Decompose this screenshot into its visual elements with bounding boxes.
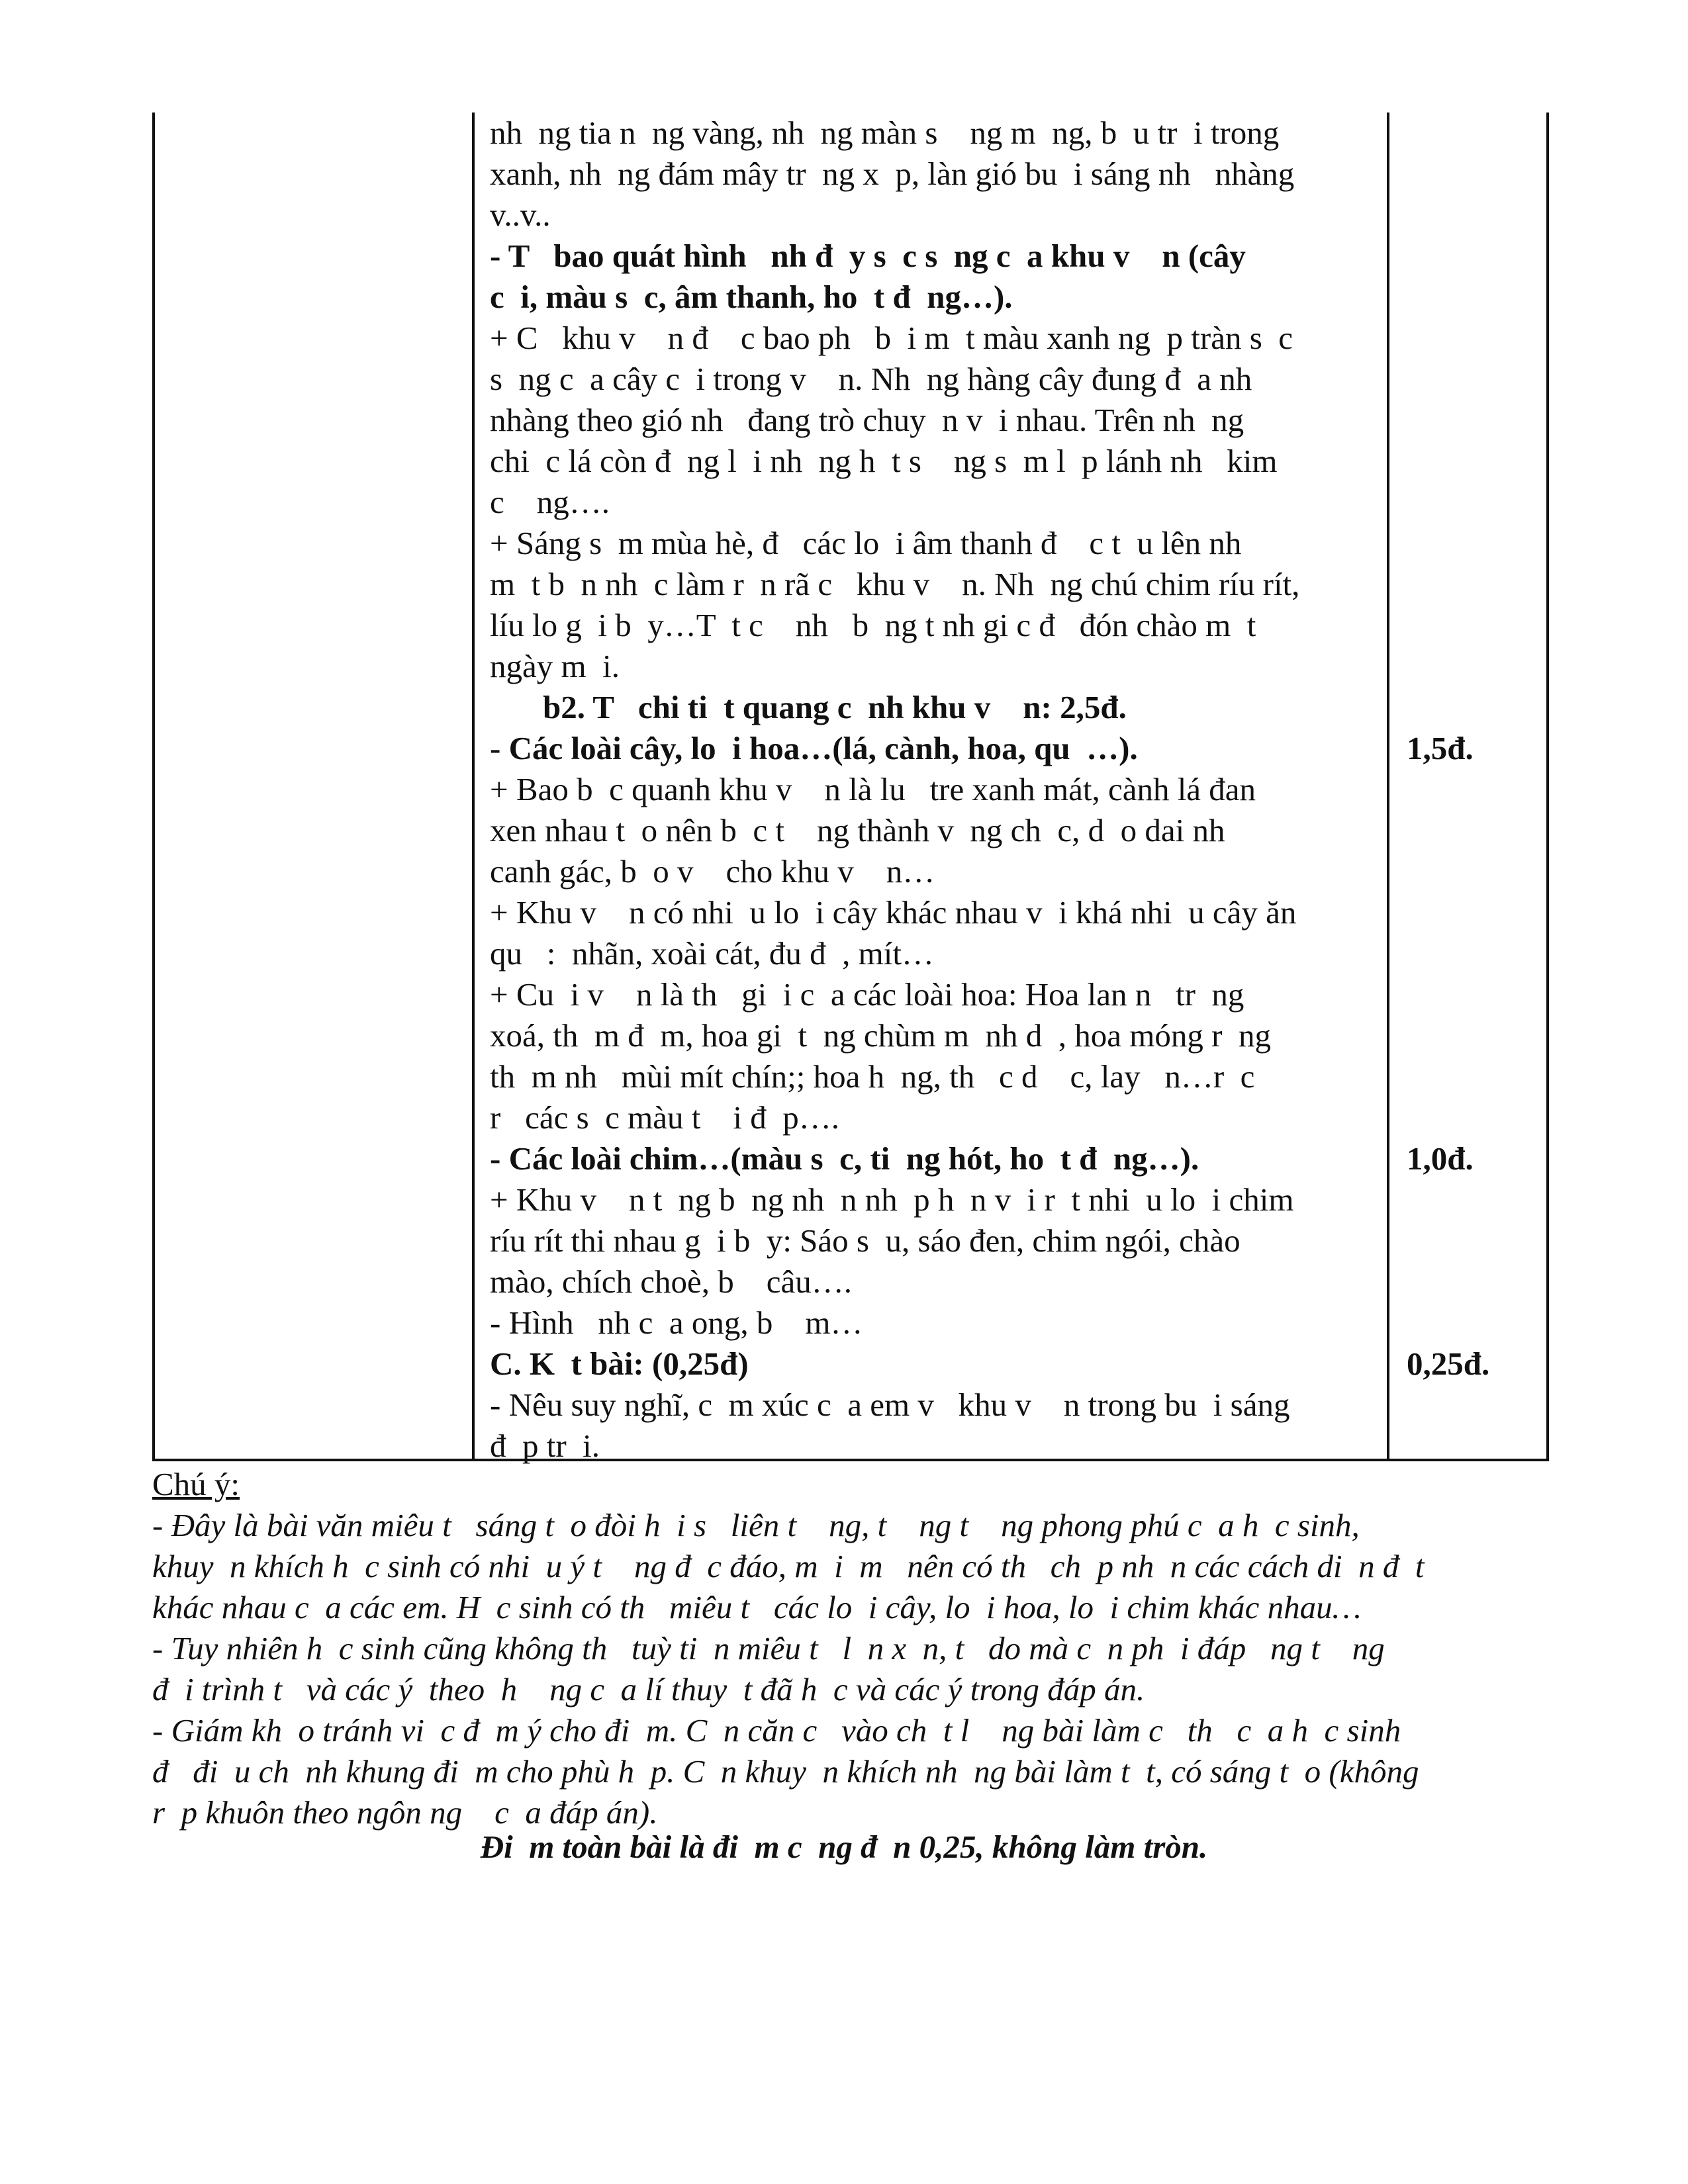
score-label: 0,25đ. xyxy=(1407,1345,1490,1382)
table-line: canh gác, b o v cho khu v n… xyxy=(490,853,935,889)
table-line: th m nh mùi mít chín;; hoa h ng, th c d c, lay n…r c xyxy=(490,1058,1255,1095)
table-line: + Khu v n t ng b ng nh n nh p h n v i r t nhi u lo i chim xyxy=(490,1181,1294,1218)
note-line: đ đi u ch nh khung đi m cho phù h p. C n khuy n khích nh ng bài làm t t, có sáng t o (không xyxy=(152,1753,1419,1790)
note-line: - Đây là bài văn miêu t sáng t o đòi h i s liên t ng, t ng t ng phong phú c a h c sinh, xyxy=(152,1507,1360,1543)
score-label: 1,5đ. xyxy=(1407,730,1474,766)
table-line: xen nhau t o nên b c t ng thành v ng ch c, d o dai nh xyxy=(490,812,1225,848)
answer-content-column xyxy=(490,113,1380,1467)
table-line: mào, chích choè, b câu…. xyxy=(490,1263,852,1300)
table-line: c ng…. xyxy=(490,484,610,520)
table-line: xanh, nh ng đám mây tr ng x p, làn gió bu i sáng nh nhàng xyxy=(490,156,1295,192)
score-label: 1,0đ. xyxy=(1407,1140,1474,1177)
table-line: chi c lá còn đ ng l i nh ng h t s ng s m l p lánh nh kim xyxy=(490,443,1278,479)
table-line: r các s c màu t i đ p…. xyxy=(490,1099,839,1136)
table-line: m t b n nh c làm r n rã c khu v n. Nh ng chú chim ríu rít, xyxy=(490,566,1300,602)
note-line: khác nhau c a các em. H c sinh có th miêu t các lo i cây, lo i hoa, lo i chim khác nhau… xyxy=(152,1589,1362,1625)
note-line: - Tuy nhiên h c sinh cũng không th tuỳ ti n miêu t l n x n, t do mà c n ph i đáp ng t ng xyxy=(152,1630,1385,1666)
table-column-divider-1 xyxy=(472,113,475,1461)
notes-body xyxy=(152,1505,1556,1833)
note-line: r p khuôn theo ngôn ng c a đáp án). xyxy=(152,1794,658,1831)
table-line: ríu rít thi nhau g i b y: Sáo s u, sáo đen, chim ngói, chào xyxy=(490,1222,1241,1259)
table-line: b2. T chi ti t quang c nh khu v n: 2,5đ. xyxy=(543,689,1127,725)
table-line: C. K t bài: (0,25đ) xyxy=(490,1345,749,1382)
final-scoring-note: Đi m toàn bài là đi m c ng đ n 0,25, không làm tròn. xyxy=(480,1829,1208,1865)
table-line: đ p tr i. xyxy=(490,1428,600,1464)
table-line: - Nêu suy nghĩ, c m xúc c a em v khu v n trong bu i sáng xyxy=(490,1387,1290,1423)
table-line: - Các loài chim…(màu s c, ti ng hót, ho t đ ng…). xyxy=(490,1140,1199,1177)
table-column-divider-2 xyxy=(1387,113,1389,1461)
table-line: + Sáng s m mùa hè, đ các lo i âm thanh đ c t u lên nh xyxy=(490,525,1242,561)
table-border-left xyxy=(152,113,155,1461)
table-line: - Hình nh c a ong, b m… xyxy=(490,1304,863,1341)
table-line: nhàng theo gió nh đang trò chuy n v i nhau. Trên nh ng xyxy=(490,402,1244,438)
table-line: + C khu v n đ c bao ph b i m t màu xanh ng p tràn s c xyxy=(490,320,1293,356)
table-line: ngày m i. xyxy=(490,648,620,684)
table-line: qu : nhãn, xoài cát, đu đ , mít… xyxy=(490,935,934,972)
table-line: nh ng tia n ng vàng, nh ng màn s ng m ng, b u tr i trong xyxy=(490,114,1280,151)
notes-title: Chú ý: xyxy=(152,1466,240,1502)
table-line: s ng c a cây c i trong v n. Nh ng hàng cây đung đ a nh xyxy=(490,361,1252,397)
table-line: - T bao quát hình nh đ y s c s ng c a khu v n (cây xyxy=(490,238,1246,274)
table-line: - Các loài cây, lo i hoa…(lá, cành, hoa, qu …). xyxy=(490,730,1138,766)
notes-section xyxy=(152,1464,1556,1833)
table-line: líu lo g i b y…T t c nh b ng t nh gi c đ đón chào m t xyxy=(490,607,1256,643)
table-line: + Khu v n có nhi u lo i cây khác nhau v i khá nhi u cây ăn xyxy=(490,894,1297,931)
table-line: + Bao b c quanh khu v n là lu tre xanh mát, cành lá đan xyxy=(490,771,1256,807)
table-line: v..v.. xyxy=(490,197,551,233)
table-line: xoá, th m đ m, hoa gi t ng chùm m nh d , hoa móng r ng xyxy=(490,1017,1271,1054)
answer-table xyxy=(152,113,1549,1464)
note-line: đ i trình t và các ý theo h ng c a lí thuy t đã h c và các ý trong đáp án. xyxy=(152,1671,1145,1707)
table-line: c i, màu s c, âm thanh, ho t đ ng…). xyxy=(490,279,1013,315)
note-line: - Giám kh o tránh vi c đ m ý cho đi m. C n căn c vào ch t l ng bài làm c th c a h c sinh xyxy=(152,1712,1401,1749)
table-border-right xyxy=(1546,113,1549,1461)
table-line: + Cu i v n là th gi i c a các loài hoa: Hoa lan n tr ng xyxy=(490,976,1244,1013)
note-line: khuy n khích h c sinh có nhi u ý t ng đ c đáo, m i m nên có th ch p nh n các cách di n đ t xyxy=(152,1548,1425,1584)
